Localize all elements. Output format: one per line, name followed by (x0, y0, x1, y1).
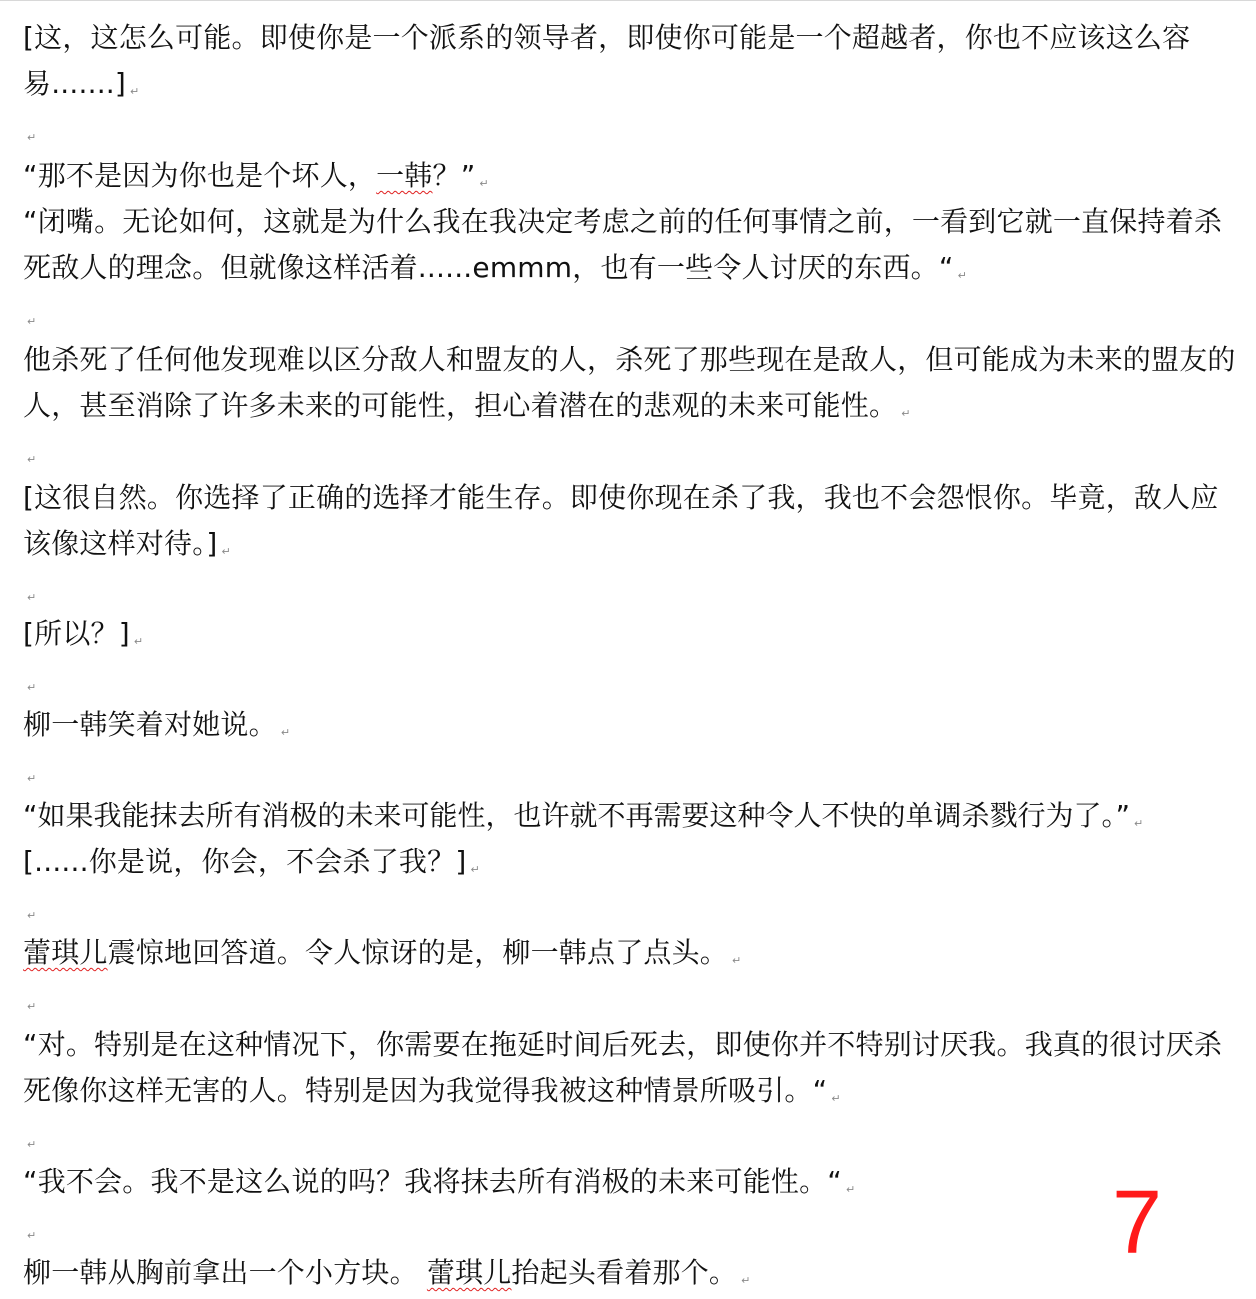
paragraph-mark-icon: ↵ (27, 1229, 37, 1242)
paragraph-mark-icon: ↵ (741, 1274, 751, 1287)
page-number: 7 (1112, 1173, 1163, 1273)
paragraph-mark-icon: ↵ (831, 1092, 841, 1105)
paragraph-text: 柳一韩笑着对她说。 (23, 708, 277, 741)
paragraph-mark-icon: ↵ (27, 453, 37, 466)
paragraph-mark-icon: ↵ (27, 131, 37, 144)
paragraph (23, 1159, 1103, 1205)
paragraph-mark-icon: ↵ (901, 407, 911, 420)
paragraph (23, 153, 1241, 199)
empty-paragraph (23, 1205, 1241, 1251)
paragraph-mark-icon: ↵ (479, 177, 489, 190)
paragraph-text: [这很自然。你选择了正确的选择才能生存。即使你现在杀了我，我也不会怨恨你。毕竟，敌人应该像这样对待。] (23, 481, 1219, 560)
paragraph (23, 15, 1241, 107)
paragraph (23, 1022, 1241, 1114)
spellcheck-flagged-word[interactable]: 蕾琪儿 (426, 1256, 512, 1289)
empty-paragraph (23, 429, 1241, 475)
paragraph-text-start: 柳一韩从胸前拿出一个小方块。 (23, 1256, 427, 1289)
empty-paragraph (23, 885, 1241, 931)
paragraph-mark-icon: ↵ (27, 1138, 37, 1151)
paragraph-mark-icon: ↵ (470, 863, 480, 876)
paragraph-mark-icon: ↵ (957, 269, 967, 282)
paragraph (23, 839, 1241, 885)
paragraph-mark-icon: ↵ (221, 545, 231, 558)
paragraph-text: 他杀死了任何他发现难以区分敌人和盟友的人，杀死了那些现在是敌人，但可能成为未来的盟友的人，甚至消除了许多未来的可能性，担心着潜在的悲观的未来可能性。 (23, 343, 1236, 422)
paragraph-text: [......你是说，你会，不会杀了我？] (23, 845, 467, 878)
empty-paragraph (23, 748, 1241, 794)
paragraph-text: [所以？] (23, 617, 130, 650)
empty-paragraph (23, 1114, 1241, 1160)
paragraph-text: [这，这怎么可能。即使你是一个派系的领导者，即使你可能是一个超越者，你也不应该这么容易.......] (23, 21, 1191, 100)
paragraph-mark-icon: ↵ (1134, 817, 1144, 830)
paragraph-text-start: “那不是因为你也是个坏人， (23, 159, 377, 192)
paragraph-mark-icon: ↵ (27, 315, 37, 328)
paragraph-mark-icon: ↵ (846, 1183, 856, 1196)
paragraph-mark-icon: ↵ (280, 726, 291, 739)
empty-paragraph (23, 657, 1241, 703)
empty-paragraph (23, 291, 1241, 337)
empty-paragraph (23, 976, 1241, 1022)
paragraph (23, 199, 1241, 291)
paragraph-text: “对。特别是在这种情况下，你需要在拖延时间后死去，即使你并不特别讨厌我。我真的很讨厌杀死像你这样无害的人。特别是因为我觉得我被这种情景所吸引。“ (23, 1028, 1223, 1107)
empty-paragraph (23, 567, 1241, 613)
paragraph (23, 475, 1241, 567)
paragraph-text-end: ？” (432, 159, 476, 192)
paragraph (23, 702, 1241, 748)
spellcheck-flagged-word[interactable]: 一韩 (376, 159, 433, 192)
paragraph-mark-icon: ↵ (130, 85, 140, 98)
paragraph-mark-icon: ↵ (732, 954, 742, 967)
paragraph (23, 337, 1241, 429)
empty-paragraph (23, 107, 1241, 153)
paragraph-text: “如果我能抹去所有消极的未来可能性，也许就不再需要这种令人不快的单调杀戮行为了。” (23, 799, 1131, 832)
paragraph-mark-icon: ↵ (27, 1000, 37, 1013)
paragraph-mark-icon: ↵ (133, 635, 144, 648)
paragraph-mark-icon: ↵ (27, 591, 37, 604)
paragraph (23, 1250, 1103, 1296)
spellcheck-flagged-word[interactable]: 蕾琪儿 (23, 936, 108, 969)
paragraph-text-end: 抬起头看着那个。 (511, 1256, 738, 1289)
paragraph-mark-icon: ↵ (27, 681, 37, 694)
paragraph-text: “闭嘴。无论如何，这就是为什么我在我决定考虑之前的任何事情之前，一看到它就一直保持着杀死敌人的理念。但就像这样活着......emmm，也有一些令人讨厌的东西。“ (23, 205, 1223, 284)
paragraph-text: “我不会。我不是这么说的吗？我将抹去所有消极的未来可能性。“ (23, 1165, 843, 1198)
paragraph-mark-icon: ↵ (27, 909, 37, 922)
paragraph (23, 930, 1241, 976)
paragraph (23, 611, 1241, 657)
paragraph (23, 793, 1253, 839)
paragraph-mark-icon: ↵ (27, 772, 37, 785)
paragraph-text-end: 震惊地回答道。令人惊讶的是，柳一韩点了点头。 (107, 936, 729, 969)
